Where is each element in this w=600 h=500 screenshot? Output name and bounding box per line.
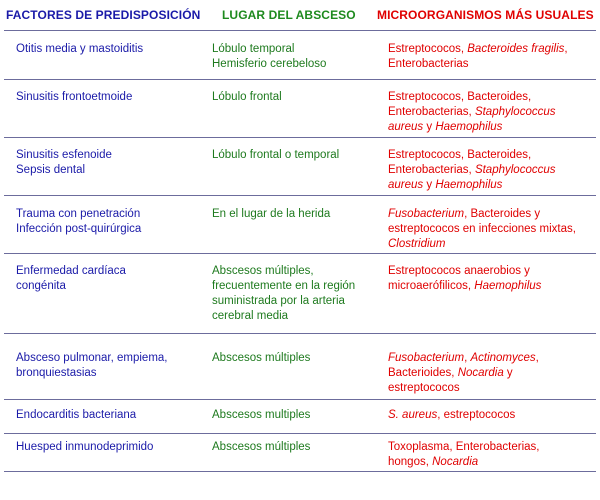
microorganismos-line bbox=[388, 237, 596, 252]
organism-text: hongos, bbox=[388, 456, 433, 468]
organism-name-italic: Staphylococcus bbox=[474, 106, 556, 118]
microorganismos-line bbox=[388, 366, 596, 381]
microorganismos-line bbox=[388, 455, 596, 470]
organism-text: microaerófilicos, bbox=[388, 280, 475, 292]
organism-text: Toxoplasma, Enterobacterias, bbox=[388, 441, 540, 453]
factor-text: Trauma con penetración bbox=[16, 208, 141, 220]
lugar-cell bbox=[212, 440, 382, 455]
microorganismos-line bbox=[388, 120, 596, 135]
microorganismos-line bbox=[388, 105, 596, 120]
microorganismos-line bbox=[388, 163, 596, 178]
organism-text: Estreptococos, Bacteroides, bbox=[388, 91, 532, 103]
table-row bbox=[4, 399, 596, 434]
table-row bbox=[4, 31, 596, 80]
header-lugar: LUGAR DEL ABSCESO bbox=[222, 8, 356, 22]
organism-text: estreptococos en infecciones mixtas, bbox=[388, 223, 576, 235]
lugar-text: frecuentemente en la región bbox=[212, 280, 356, 292]
microorganismos-line bbox=[388, 42, 596, 57]
lugar-cell bbox=[212, 351, 382, 366]
lugar-cell bbox=[212, 148, 382, 163]
table-row bbox=[4, 195, 596, 254]
microorganismos-line bbox=[388, 57, 596, 72]
microorganismos-line bbox=[388, 351, 596, 366]
organism-text: y bbox=[423, 179, 436, 191]
lugar-text: Hemisferio cerebeloso bbox=[212, 58, 327, 70]
lugar-text: Abscesos múltiples bbox=[212, 441, 311, 453]
organism-name-italic: aureus bbox=[388, 179, 424, 191]
factor-cell bbox=[16, 42, 206, 57]
microorganismos-line bbox=[388, 381, 596, 396]
organism-name-italic: aureus bbox=[388, 121, 424, 133]
microorganismos-cell bbox=[388, 148, 596, 193]
factor-text: Otitis media y mastoiditis bbox=[16, 43, 144, 55]
organism-name-italic: Clostridium bbox=[388, 238, 446, 250]
factor-text: congénita bbox=[16, 280, 66, 292]
lugar-text: En el lugar de la herida bbox=[212, 208, 331, 220]
table-row bbox=[4, 433, 596, 472]
lugar-cell bbox=[212, 408, 382, 423]
organism-name-italic: Fusobacterium bbox=[388, 352, 465, 364]
table-row bbox=[4, 253, 596, 334]
lugar-text: Abscesos múltiples, bbox=[212, 265, 314, 277]
organism-text: , Bacteroides y bbox=[464, 208, 541, 220]
lugar-text: Abscesos múltiples bbox=[212, 352, 311, 364]
factor-text: Sepsis dental bbox=[16, 164, 86, 176]
factor-text: Infección post-quirúrgica bbox=[16, 223, 142, 235]
organism-text: , estreptococos bbox=[437, 409, 516, 421]
microorganismos-line bbox=[388, 178, 596, 193]
microorganismos-line bbox=[388, 148, 596, 163]
organism-text: Enterobacterias, bbox=[388, 164, 475, 176]
lugar-cell bbox=[212, 207, 382, 222]
lugar-cell bbox=[212, 42, 382, 72]
microorganismos-cell bbox=[388, 42, 596, 72]
factor-text: Sinusitis frontoetmoide bbox=[16, 91, 133, 103]
lugar-text: Abscesos multiples bbox=[212, 409, 311, 421]
factor-text: Endocarditis bacteriana bbox=[16, 409, 137, 421]
organism-text: Bacterioides, bbox=[388, 367, 458, 379]
organism-name-italic: Staphylococcus bbox=[474, 164, 556, 176]
organism-name-italic: Bacteroides fragilis bbox=[467, 43, 565, 55]
microorganismos-cell bbox=[388, 408, 596, 423]
organism-name-italic: Fusobacterium bbox=[388, 208, 465, 220]
organism-name-italic: Actinomyces bbox=[470, 352, 536, 364]
microorganismos-cell bbox=[388, 440, 596, 470]
organism-name-italic: Nocardia bbox=[457, 367, 504, 379]
organism-text: estreptococos bbox=[388, 382, 460, 394]
organism-name-italic: Haemophilus bbox=[435, 179, 503, 191]
organism-text: , bbox=[464, 352, 471, 364]
header-factores: FACTORES DE PREDISPOSICIÓN bbox=[6, 8, 201, 22]
lugar-text: Lóbulo frontal bbox=[212, 91, 282, 103]
microorganismos-cell bbox=[388, 351, 596, 396]
organism-name-italic: Haemophilus bbox=[474, 280, 542, 292]
factor-text: Huesped inmunodeprimido bbox=[16, 441, 154, 453]
factor-cell bbox=[16, 440, 206, 455]
factor-text: Enfermedad cardíaca bbox=[16, 265, 126, 277]
microorganismos-line bbox=[388, 222, 596, 237]
table-row bbox=[4, 79, 596, 138]
lugar-cell bbox=[212, 264, 382, 324]
organism-text: y bbox=[503, 367, 513, 379]
table-row bbox=[4, 137, 596, 196]
organism-text: Estreptococos, bbox=[388, 43, 468, 55]
factor-text: Sinusitis esfenoide bbox=[16, 149, 112, 161]
factor-cell bbox=[16, 351, 206, 381]
factor-text: Absceso pulmonar, empiema, bbox=[16, 352, 168, 364]
lugar-text: cerebral media bbox=[212, 310, 289, 322]
lugar-cell bbox=[212, 90, 382, 105]
organism-name-italic: S. aureus bbox=[388, 409, 438, 421]
organism-text: Estreptococos, Bacteroides, bbox=[388, 149, 532, 161]
organism-name-italic: Nocardia bbox=[432, 456, 479, 468]
lugar-text: suministrada por la arteria bbox=[212, 295, 345, 307]
factor-cell bbox=[16, 148, 206, 178]
organism-name-italic: Haemophilus bbox=[435, 121, 503, 133]
organism-text: y bbox=[423, 121, 436, 133]
microorganismos-cell bbox=[388, 207, 596, 252]
factor-cell bbox=[16, 264, 206, 294]
factor-text: bronquiestasias bbox=[16, 367, 97, 379]
microorganismos-cell bbox=[388, 90, 596, 135]
factor-cell bbox=[16, 90, 206, 105]
microorganismos-line bbox=[388, 440, 596, 455]
organism-text: , bbox=[535, 352, 539, 364]
microorganismos-line bbox=[388, 90, 596, 105]
factor-cell bbox=[16, 408, 206, 423]
organism-text: Enterobacterias bbox=[388, 58, 469, 70]
microorganismos-line bbox=[388, 279, 596, 294]
microorganismos-line bbox=[388, 207, 596, 222]
lugar-text: Lóbulo frontal o temporal bbox=[212, 149, 340, 161]
table-row bbox=[4, 333, 596, 400]
microorganismos-line bbox=[388, 408, 596, 423]
factor-cell bbox=[16, 207, 206, 237]
microorganismos-line bbox=[388, 264, 596, 279]
microorganismos-cell bbox=[388, 264, 596, 294]
lugar-text: Lóbulo temporal bbox=[212, 43, 295, 55]
organism-text: Enterobacterias, bbox=[388, 106, 475, 118]
header-microorganismos: MICROORGANISMOS MÁS USUALES bbox=[377, 8, 594, 22]
organism-text: Estreptococos anaerobios y bbox=[388, 265, 530, 277]
organism-text: , bbox=[564, 43, 568, 55]
